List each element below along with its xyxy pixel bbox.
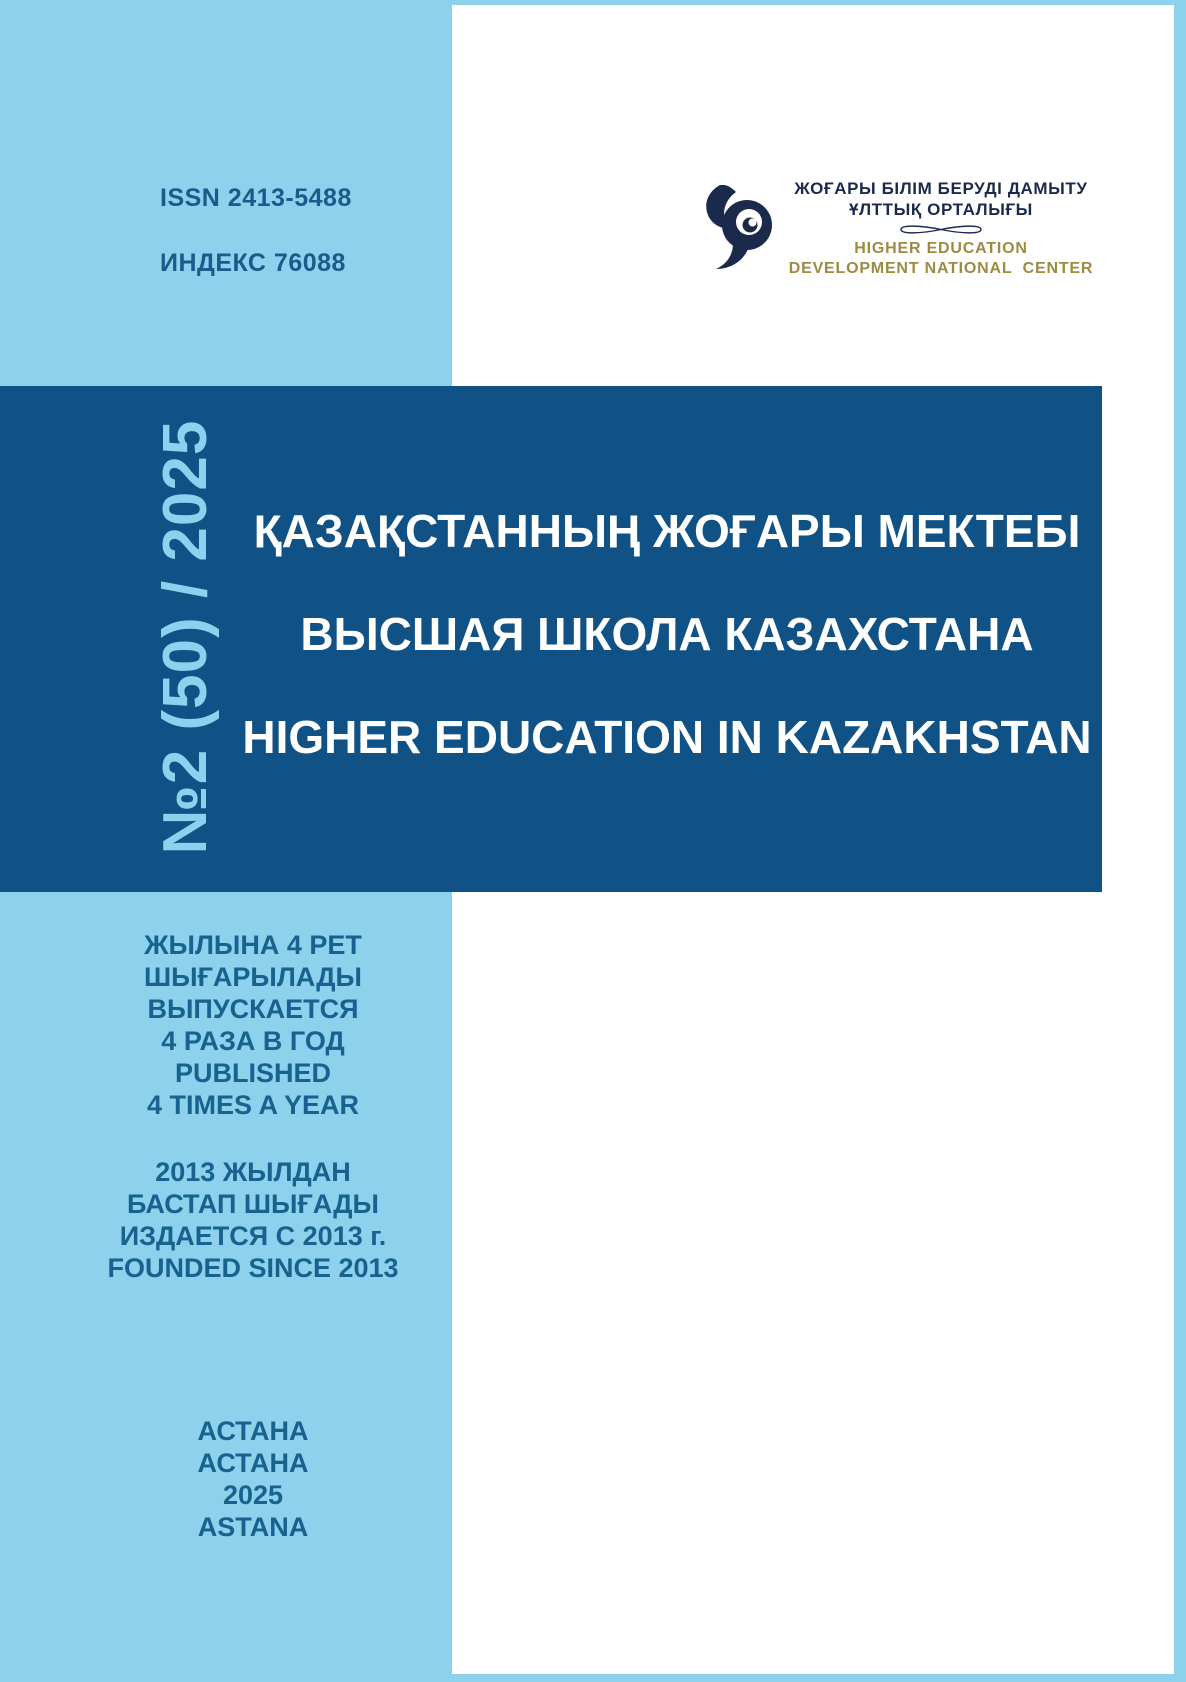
issn-label: ISSN 2413-5488 [160, 184, 352, 212]
logo-org-name-en-line1: HIGHER EDUCATION [854, 240, 1028, 257]
frequency-block [63, 929, 443, 1121]
imprint-line: ASTANA [197, 1512, 309, 1542]
founded-block [63, 1156, 443, 1284]
infinity-divider-icon [898, 222, 984, 237]
founded-line: FOUNDED SINCE 2013 [107, 1253, 399, 1283]
frequency-line: ШЫҒАРЫЛАДЫ [144, 962, 362, 992]
frequency-line: ЖЫЛЫНА 4 РЕТ [144, 930, 362, 960]
imprint-line: АСТАНА [197, 1416, 309, 1446]
issue-number-vertical: №2 (50) / 2025 [151, 419, 220, 855]
logo-text-block [760, 180, 1122, 281]
index-label: ИНДЕКС 76088 [160, 249, 346, 277]
journal-title-kk: ҚАЗАҚСТАННЫҢ ЖОҒАРЫ МЕКТЕБІ [253, 505, 1081, 557]
frequency-line: ВЫПУСКАЕТСЯ [147, 994, 359, 1024]
frequency-line: 4 РАЗА В ГОД [161, 1026, 345, 1056]
journal-title-en: HIGHER EDUCATION IN KAZAKHSTAN [242, 711, 1092, 763]
journal-title-ru: ВЫСШАЯ ШКОЛА КАЗАХСТАНА [300, 608, 1034, 660]
founded-line: 2013 ЖЫЛДАН [155, 1157, 351, 1187]
logo-org-name-en-line2: DEVELOPMENT NATIONAL CENTER [788, 260, 1094, 277]
imprint-line: 2025 [222, 1480, 284, 1510]
logo-org-name-kk-line1: ЖОҒАРЫ БІЛІМ БЕРУДІ ДАМЫТУ [794, 179, 1088, 198]
founded-line: ИЗДАЕТСЯ С 2013 г. [119, 1221, 387, 1251]
imprint-block [63, 1415, 443, 1543]
frequency-line: 4 TIMES A YEAR [146, 1090, 360, 1120]
frequency-line: PUBLISHED [174, 1058, 331, 1088]
logo-org-name-kk-line2: ҰЛТТЫҚ ОРТАЛЫҒЫ [849, 200, 1033, 219]
founded-line: БАСТАП ШЫҒАДЫ [127, 1189, 379, 1219]
imprint-line: АСТАНА [197, 1448, 309, 1478]
